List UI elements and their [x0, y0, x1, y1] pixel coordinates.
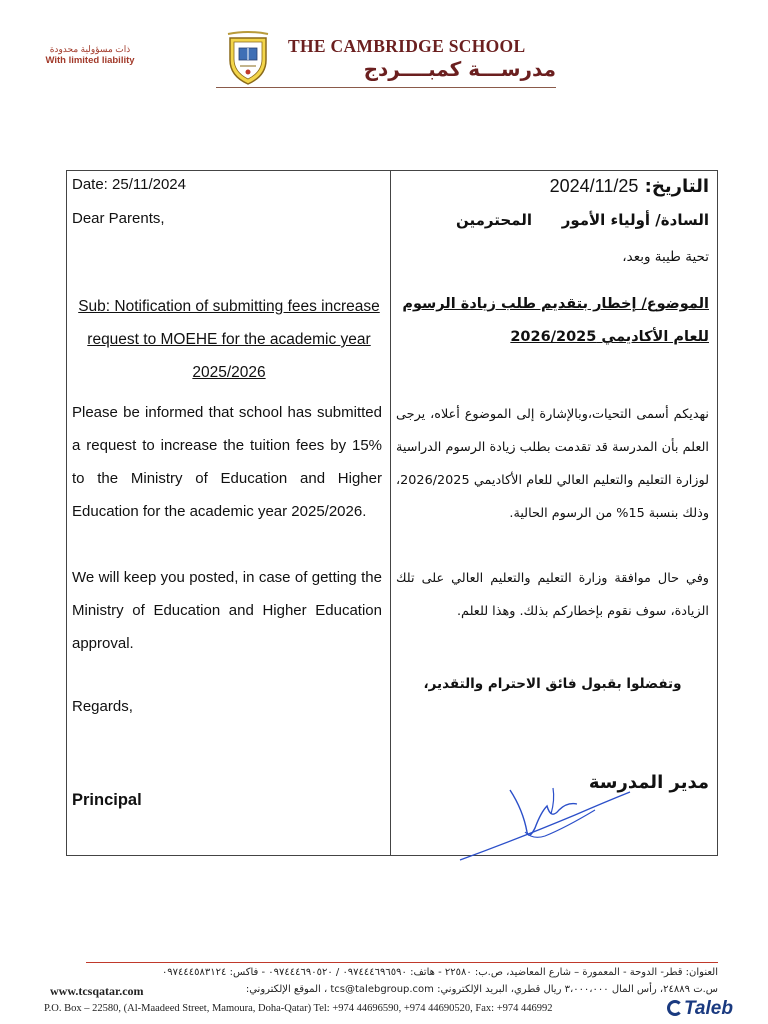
arabic-paragraph-1: نهديكم أسمى التحيات،وبالإشارة إلى الموضوع أعلاه، يرجى العلم بأن المدرسة قد تقدمت بطلب زيادة الرسوم الدراسية لوزارة التعليم والتعليم العالي للعام الأكاديمي 2026/2025، وذلك بنسبة 15% من الرسوم الحالية. [396, 407, 709, 521]
school-name-en: THE CAMBRIDGE SCHOOL [288, 36, 526, 56]
footer-address-ar: العنوان: قطر- الدوحة - المعمورة – شارع المعاضيد، ص.ب: ٢٢٥٨٠ - هاتف: ٠٩٧٤٤٤٦٩٦٥٩٠ / ٠٩٧٤٤٤٦٩٠٥٢٠ - فاكس: ٠٩٧٤٤٤٥٨٣١٢٤ [161, 967, 718, 978]
liability-note [30, 44, 150, 67]
arabic-date [396, 176, 709, 197]
arabic-addressee: السادة/ أولياء الأمور [561, 211, 709, 229]
arabic-salutation [396, 211, 709, 229]
school-name-ar: مدرســـة كمبــــردج [363, 57, 556, 81]
header-rule [216, 87, 556, 88]
handwritten-signature [455, 770, 635, 865]
school-crest-icon [222, 30, 274, 86]
english-signatory: Principal [72, 791, 142, 809]
arabic-date-value: 2024/11/25 [549, 176, 639, 196]
english-salutation: Dear Parents, [72, 210, 165, 227]
footer-rule [86, 962, 718, 963]
footer-address-en: P.O. Box – 22580, (Al-Maadeed Street, Mamoura, Doha-Qatar) Tel: +974 44696590, +974 44690520, Fax: +974 446992 [44, 1003, 553, 1014]
arabic-honorific: المحترمين [456, 211, 533, 229]
english-date: Date: 25/11/2024 [72, 176, 186, 193]
taleb-logo-icon [667, 1000, 683, 1016]
column-divider [390, 170, 391, 856]
liability-note-en: With limited liability [45, 55, 135, 66]
taleb-group-logo [667, 998, 733, 1020]
arabic-greeting: تحية طيبة وبعد، [622, 249, 709, 265]
arabic-signatory: مدير المدرسة [588, 772, 709, 793]
english-paragraph-1: Please be informed that school has submitted a request to increase the tuition fees by 15% to the Ministry of Education and Higher Education for the academic year 2025/2026. [72, 404, 382, 520]
english-paragraph-2: We will keep you posted, in case of getting the Ministry of Education and Higher Education approval. [72, 569, 382, 652]
taleb-logo-text: Taleb [684, 998, 733, 1019]
english-regards: Regards, [72, 698, 133, 715]
footer-registration-ar: س.ت ٢٤٨٨٩، رأس المال ٣،٠٠٠،٠٠٠ ريال قطري، البريد الإلكتروني: tcs@talebgroup.com ، الموقع الإلكتروني: [245, 984, 718, 995]
footer-website-link[interactable]: www.tcsqatar.com [50, 984, 144, 998]
arabic-paragraph-2: وفي حال موافقة وزارة التعليم والتعليم العالي على تلك الزيادة، سوف نقوم بإخطاركم بذلك. وهذا للعلم. [396, 571, 709, 619]
liability-note-ar: ذات مسؤولية محدودة [49, 44, 131, 54]
english-subject: Sub: Notification of submitting fees increase request to MOEHE for the academic year 2025/2026 [78, 298, 380, 381]
arabic-closing: وتفضلوا بقبول فائق الاحترام والتقدير، [423, 676, 682, 692]
arabic-subject: الموضوع/ إخطار بتقديم طلب زيادة الرسوم للعام الأكاديمي 2026/2025 [402, 296, 709, 345]
arabic-date-label: التاريخ: [644, 176, 709, 197]
